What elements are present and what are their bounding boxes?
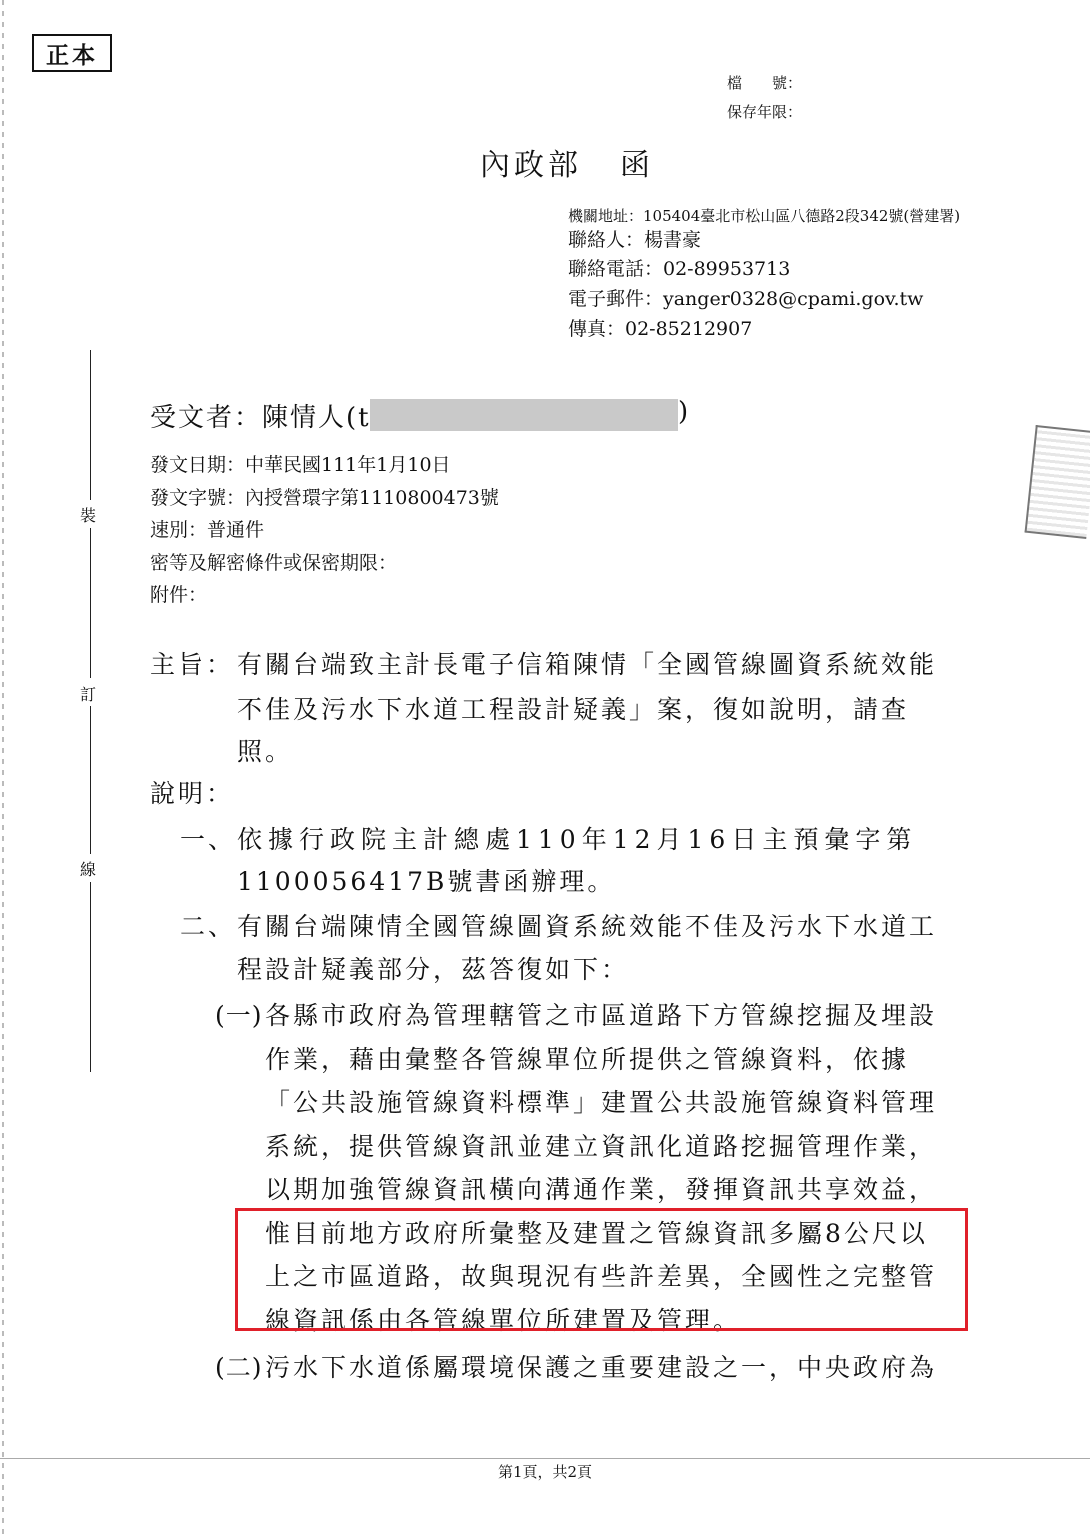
seal-stamp [1025, 425, 1090, 539]
attachments: 附件： [150, 584, 208, 606]
agency-address: 機關地址：105404臺北市松山區八德路2段342號(營建署) [568, 207, 961, 225]
recipient-line [150, 397, 691, 434]
recipient-partial: t [358, 403, 371, 433]
contact-email: 電子郵件：yanger0328@cpami.gov.tw [568, 288, 924, 310]
sub-item-marker: (一) [215, 1001, 263, 1030]
recipient-close: ) [678, 397, 691, 427]
issue-date: 發文日期：中華民國111年1月10日 [150, 454, 451, 476]
binding-mark-bottom: 線 [80, 860, 97, 879]
sub-item-line: 上之市區道路，故與現況有些許差異，全國性之完整管 [265, 1262, 938, 1291]
sub-item-line: 作業，藉由彙整各管線單位所提供之管線資料，依據 [265, 1045, 910, 1074]
item-line: 有關台端陳情全國管線圖資系統效能不佳及污水下水道工 [237, 912, 938, 941]
scan-edge [2, 0, 4, 1540]
sub-item-marker: (二) [215, 1353, 263, 1382]
agency-name: 內政部 [480, 148, 582, 183]
sub-item-line: 「公共設施管線資料標準」建置公共設施管線資料管理 [265, 1088, 938, 1117]
recipient-label: 受文者：陳情人( [150, 403, 359, 433]
binding-line [90, 882, 91, 1072]
item-marker: 二、 [180, 912, 237, 941]
sub-item-line: 惟目前地方政府所彙整及建置之管線資訊多屬8公尺以 [265, 1219, 928, 1248]
binding-line [90, 706, 91, 854]
retention-period-label: 保存年限： [727, 103, 803, 121]
item-line: 1100056417B號書函辦理。 [237, 867, 616, 896]
binding-mark-top: 裝 [80, 506, 97, 525]
contact-person: 聯絡人：楊書豪 [568, 229, 702, 251]
document-type: 函 [620, 148, 654, 183]
contact-fax: 傳真：02-85212907 [568, 318, 753, 340]
subject-label: 主旨： [150, 650, 235, 679]
sub-item-line: 各縣市政府為管理轄管之市區道路下方管線挖掘及埋設 [265, 1001, 938, 1030]
subject-line: 照。 [237, 737, 294, 766]
contact-phone: 聯絡電話：02-89953713 [568, 258, 791, 280]
sub-item-line: 系統，提供管線資訊並建立資訊化道路挖掘管理作業， [265, 1132, 938, 1161]
item-line: 程設計疑義部分，茲答復如下： [237, 955, 630, 984]
binding-line [90, 528, 91, 678]
document-number: 發文字號：內授營環字第1110800473號 [150, 487, 499, 509]
page-number: 第1頁，共2頁 [497, 1463, 593, 1481]
sub-item-line: 以期加強管線資訊橫向溝通作業，發揮資訊共享效益， [265, 1175, 938, 1204]
red-highlight-box [235, 1208, 968, 1331]
file-number-label: 檔 號： [727, 74, 803, 92]
document-title [480, 140, 654, 184]
confidentiality: 密等及解密條件或保密期限： [150, 552, 398, 574]
item-marker: 一、 [180, 825, 237, 854]
subject-line: 有關台端致主計長電子信箱陳情「全國管線圖資系統效能 [237, 650, 938, 679]
binding-mark-middle: 訂 [80, 685, 97, 704]
redaction-block [370, 399, 678, 431]
delivery-speed: 速別：普通件 [150, 519, 265, 541]
explanation-label: 說明： [150, 779, 235, 808]
sub-item-line: 污水下水道係屬環境保護之重要建設之一，中央政府為 [265, 1353, 938, 1382]
sub-item-line: 線資訊係由各管線單位所建置及管理。 [265, 1306, 742, 1335]
subject-line: 不佳及污水下水道工程設計疑義」案，復如說明，請查 [237, 695, 910, 724]
original-copy-stamp: 正本 [32, 34, 112, 72]
footer-rule [0, 1458, 1090, 1459]
item-line: 依據行政院主計總處110年12月16日主預彙字第 [237, 825, 918, 854]
binding-line [90, 350, 91, 500]
